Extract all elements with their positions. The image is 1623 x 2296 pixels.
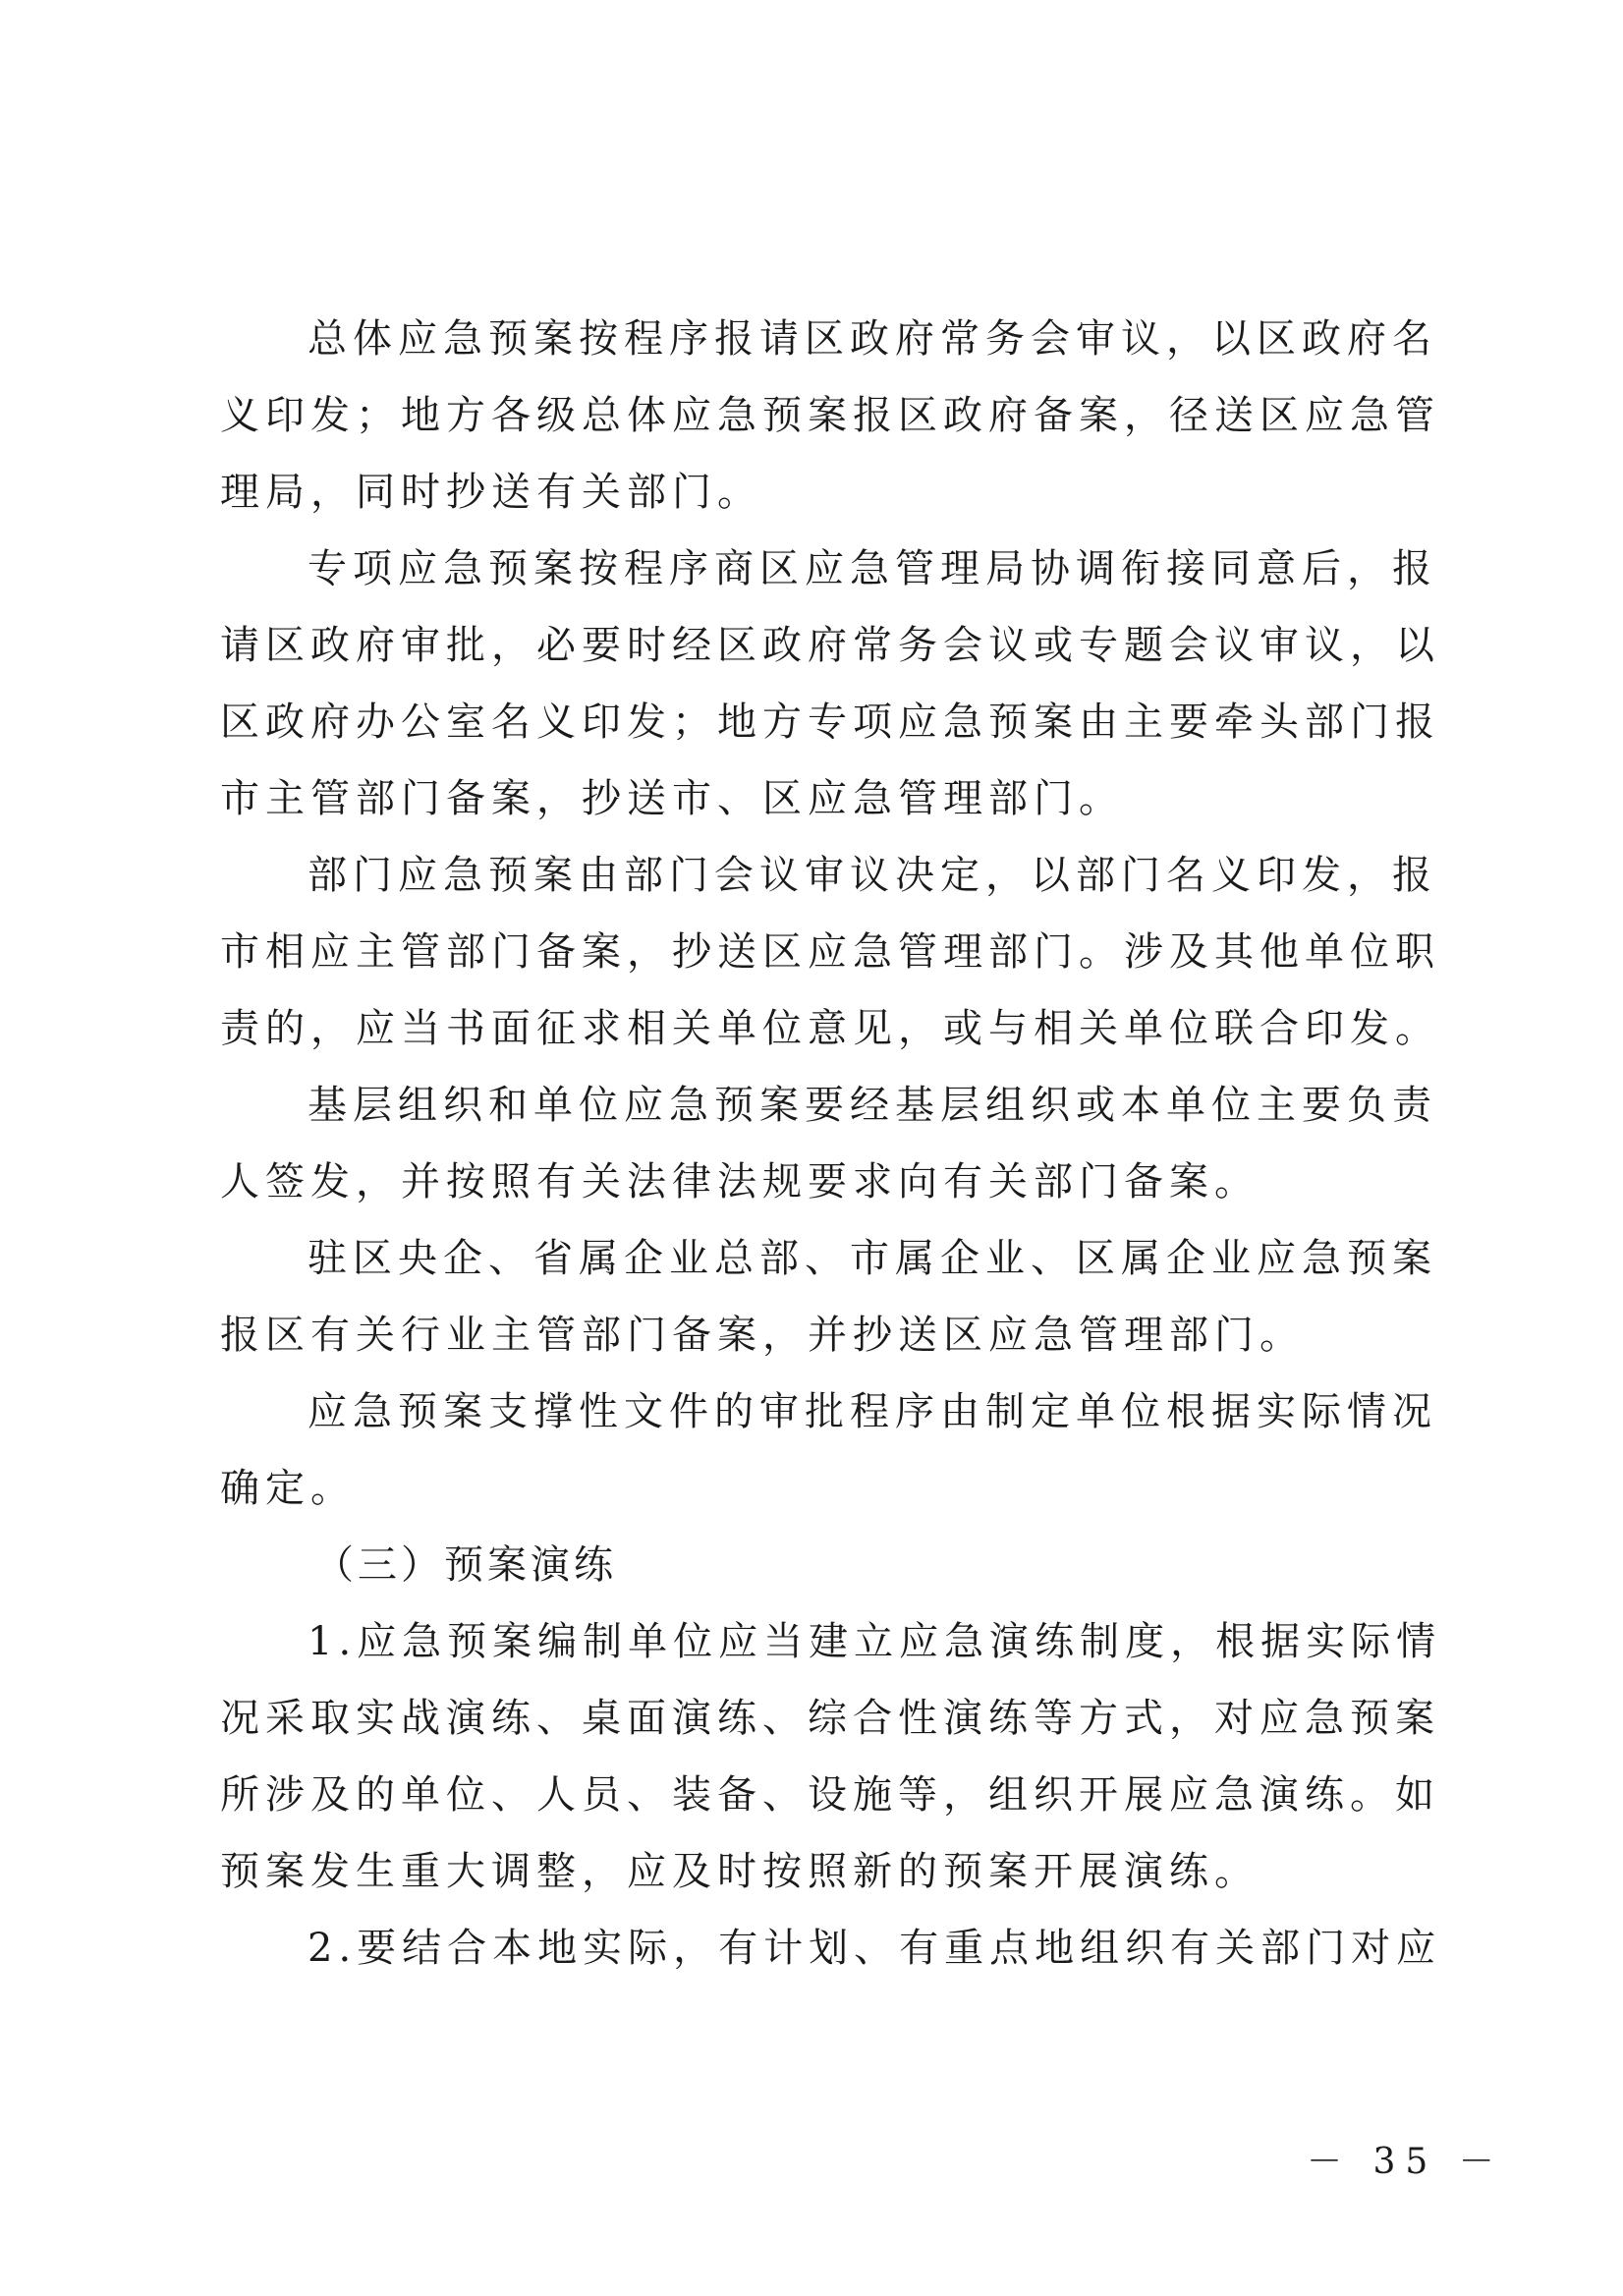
paragraph-line: 市相应主管部门备案，抄送区应急管理部门。涉及其他单位职 <box>220 929 1440 975</box>
paragraph-line: 确定。 <box>220 1466 356 1511</box>
paragraph-line: 义印发；地方各级总体应急预案报区政府备案，径送区应急管 <box>220 393 1440 438</box>
paragraph-line: 况采取实战演练、桌面演练、综合性演练等方式，对应急预案 <box>220 1696 1440 1741</box>
paragraph-line: 基层组织和单位应急预案要经基层组织或本单位主要负责 <box>308 1083 1437 1128</box>
paragraph-line: 理局，同时抄送有关部门。 <box>220 470 762 515</box>
section-heading: （三）预案演练 <box>314 1542 617 1588</box>
page-number: － 35 － <box>1307 2142 1504 2182</box>
paragraph-line: 部门应急预案由部门会议审议决定，以部门名义印发，报 <box>308 853 1437 898</box>
document-body <box>220 301 1442 1987</box>
paragraph-line: 专项应急预案按程序商区应急管理局协调衔接同意后，报 <box>308 546 1437 591</box>
paragraph-line: 2.要结合本地实际，有计划、有重点地组织有关部门对应 <box>308 1926 1442 1971</box>
paragraph-line: 驻区央企、省属企业总部、市属企业、区属企业应急预案 <box>308 1236 1437 1281</box>
paragraph-line: 请区政府审批，必要时经区政府常务会议或专题会议审议，以 <box>220 623 1440 668</box>
paragraph-line: 报区有关行业主管部门备案，并抄送区应急管理部门。 <box>220 1313 1305 1358</box>
paragraph-line: 总体应急预案按程序报请区政府常务会审议，以区政府名 <box>308 316 1437 362</box>
paragraph-line: 市主管部门备案，抄送市、区应急管理部门。 <box>220 776 1124 821</box>
paragraph-line: 区政府办公室名义印发；地方专项应急预案由主要牵头部门报 <box>220 700 1440 745</box>
paragraph-line: 预案发生重大调整，应及时按照新的预案开展演练。 <box>220 1849 1259 1894</box>
paragraph-line: 责的，应当书面征求相关单位意见，或与相关单位联合印发。 <box>220 1006 1440 1051</box>
paragraph-line: 1.应急预案编制单位应当建立应急演练制度，根据实际情 <box>308 1619 1442 1664</box>
paragraph-line: 人签发，并按照有关法律法规要求向有关部门备案。 <box>220 1159 1259 1204</box>
paragraph-line: 应急预案支撑性文件的审批程序由制定单位根据实际情况 <box>308 1389 1437 1434</box>
paragraph-line: 所涉及的单位、人员、装备、设施等，组织开展应急演练。如 <box>220 1772 1440 1818</box>
